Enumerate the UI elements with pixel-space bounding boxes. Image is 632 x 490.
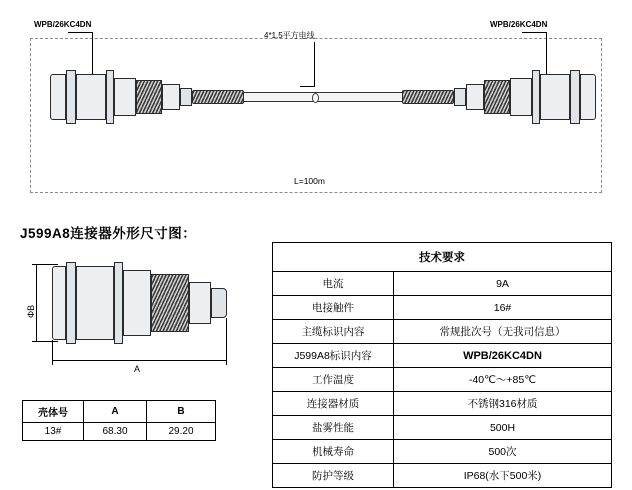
length-dim-line <box>52 360 227 361</box>
left-backshell <box>162 84 180 110</box>
dimension-section-heading: J599A8连接器外形尺寸图： <box>20 226 197 241</box>
left-knurled-nut <box>136 80 162 114</box>
shell-cell-0-0: 13# <box>23 423 84 441</box>
spec-value-4: -40℃～+85℃ <box>394 368 612 392</box>
spec-key-7: 机械寿命 <box>273 440 394 464</box>
right-leader-h <box>522 32 546 33</box>
shell-cell-0-2: 29.20 <box>147 423 216 441</box>
length-dimension-label: A <box>134 364 141 374</box>
cable-marker <box>312 93 319 103</box>
spec-row-mechanical-life <box>273 440 612 464</box>
spec-value-0: 9A <box>394 272 612 296</box>
length-ext-left <box>52 340 53 360</box>
diameter-ext-top <box>36 264 58 265</box>
table-row <box>23 423 216 441</box>
right-shell-end <box>580 74 596 120</box>
dim-flange-b <box>114 262 123 344</box>
cable-spec-label: 4*1.5平方电线 <box>264 31 315 40</box>
right-body-b <box>510 78 532 116</box>
left-strain-relief <box>180 88 192 106</box>
dim-shell-end <box>52 266 66 340</box>
left-leader-h <box>68 32 92 33</box>
table-header-row <box>23 401 216 423</box>
left-body-b <box>114 78 136 116</box>
length-ext-right <box>226 318 227 360</box>
shell-size-table <box>22 400 216 441</box>
left-flange-b <box>106 70 114 124</box>
spec-key-0: 电流 <box>273 272 394 296</box>
spec-row-salt-spray <box>273 416 612 440</box>
spec-title-row <box>273 243 612 272</box>
dim-knurled-nut <box>151 274 189 332</box>
spec-row-temperature <box>273 368 612 392</box>
cable-leader-h <box>300 86 315 87</box>
right-connector-label: WPB/26KC4DN <box>490 20 548 29</box>
left-body-a <box>76 74 106 120</box>
spec-title: 技术要求 <box>273 243 612 272</box>
left-shell-end <box>50 74 66 120</box>
assembly-drawing <box>22 8 610 198</box>
right-flange-a <box>570 70 580 124</box>
spec-key-5: 连接器材质 <box>273 392 394 416</box>
spec-value-6: 500H <box>394 416 612 440</box>
shell-cell-0-1: 68.30 <box>84 423 147 441</box>
spec-value-5: 不锈钢316材质 <box>394 392 612 416</box>
technical-requirements-table <box>272 242 612 488</box>
right-strain-relief <box>454 88 466 106</box>
overall-length-label: L=100m <box>294 176 325 186</box>
diameter-dimension-label: ΦB <box>26 304 36 318</box>
spec-row-current <box>273 272 612 296</box>
right-backshell <box>466 84 484 110</box>
spec-key-3: J599A8标识内容 <box>273 344 394 368</box>
left-leader-v <box>92 32 93 74</box>
spec-value-8: IP68(水下500米) <box>394 464 612 488</box>
spec-key-1: 电接触件 <box>273 296 394 320</box>
spec-value-3: WPB/26KC4DN <box>394 344 612 368</box>
cable-leader-v <box>314 42 315 86</box>
right-leader-v <box>546 32 547 74</box>
connector-dimension-drawing <box>18 248 263 393</box>
dim-backshell <box>189 282 211 324</box>
right-flange-b <box>532 70 540 124</box>
left-flange-a <box>66 70 76 124</box>
spec-row-ip-rating <box>273 464 612 488</box>
shell-header-0: 壳体号 <box>23 401 84 423</box>
spec-key-6: 盐雾性能 <box>273 416 394 440</box>
dim-body-a <box>76 266 114 340</box>
diameter-dim-line <box>36 264 37 342</box>
dim-strain-relief <box>211 288 227 318</box>
spec-value-2: 常规批次号（无我司信息） <box>394 320 612 344</box>
left-connector-label: WPB/26KC4DN <box>34 20 92 29</box>
main-cable <box>244 92 402 102</box>
spec-row-material <box>273 392 612 416</box>
spec-key-4: 工作温度 <box>273 368 394 392</box>
right-body-a <box>540 74 570 120</box>
diameter-ext-bottom <box>36 341 58 342</box>
dim-body-b <box>123 270 151 336</box>
spec-value-1: 16# <box>394 296 612 320</box>
shell-header-2: B <box>147 401 216 423</box>
right-braid-sleeve <box>402 90 454 104</box>
spec-row-contact <box>273 296 612 320</box>
dim-flange-a <box>66 262 76 344</box>
shell-header-1: A <box>84 401 147 423</box>
right-knurled-nut <box>484 80 510 114</box>
spec-row-connector-marking <box>273 344 612 368</box>
spec-row-cable-marking <box>273 320 612 344</box>
spec-value-7: 500次 <box>394 440 612 464</box>
left-braid-sleeve <box>192 90 244 104</box>
spec-key-2: 主缆标识内容 <box>273 320 394 344</box>
spec-key-8: 防护等级 <box>273 464 394 488</box>
